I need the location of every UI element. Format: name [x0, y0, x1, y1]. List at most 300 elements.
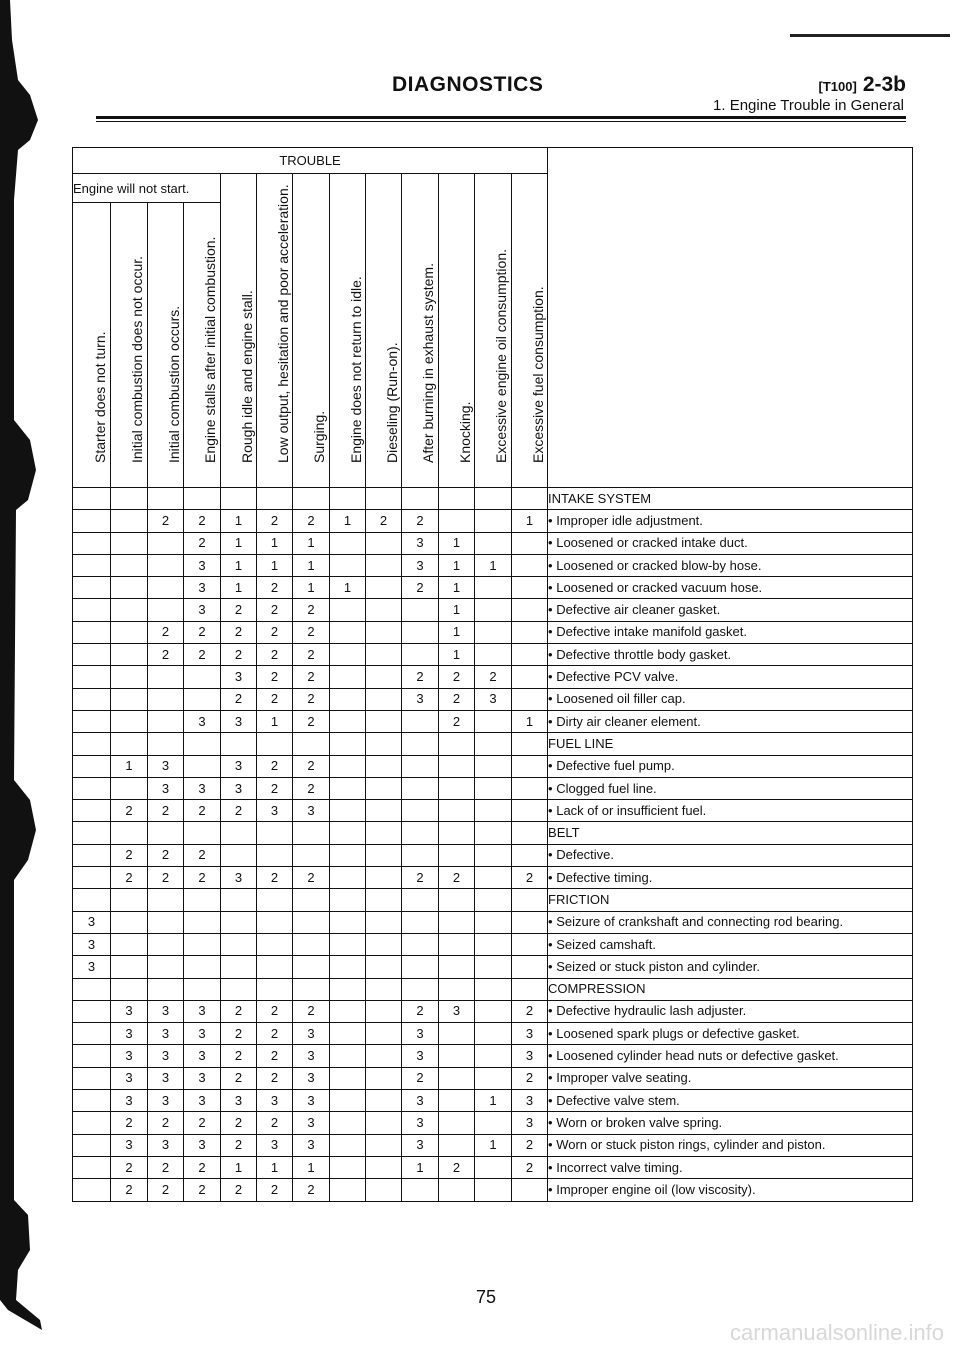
rating-cell: 3 [402, 688, 439, 710]
rating-cell: 3 [257, 800, 293, 822]
rating-cell [475, 621, 512, 643]
rating-cell [475, 488, 512, 510]
column-header [111, 203, 148, 488]
rating-cell [512, 956, 548, 978]
rating-cell: 2 [293, 755, 330, 777]
rating-cell: 3 [148, 1045, 184, 1067]
rating-cell [293, 978, 330, 1000]
rating-cell: 2 [293, 644, 330, 666]
rating-cell: 1 [293, 1156, 330, 1178]
rating-cell [293, 844, 330, 866]
column-label: Dieseling (Run-on). [383, 342, 400, 463]
rating-cell [366, 688, 402, 710]
rating-cell [293, 956, 330, 978]
rating-cell [184, 956, 221, 978]
column-label: After burning in exhaust system. [420, 263, 436, 463]
cause-label: • Defective valve stem. [548, 1090, 913, 1112]
rating-cell [148, 532, 184, 554]
rating-cell [475, 889, 512, 911]
table-row [73, 755, 913, 777]
cause-label: • Improper engine oil (low viscosity). [548, 1179, 913, 1201]
rating-cell: 3 [402, 1112, 439, 1134]
section-label: FRICTION [548, 889, 913, 911]
rating-cell [475, 933, 512, 955]
table-row [73, 956, 913, 978]
rating-cell [330, 710, 366, 732]
rating-cell [475, 867, 512, 889]
rating-cell: 2 [184, 867, 221, 889]
rating-cell: 2 [512, 1000, 548, 1022]
rating-cell [330, 1156, 366, 1178]
table-row [73, 532, 913, 554]
rating-cell [73, 1179, 111, 1201]
rating-cell [73, 889, 111, 911]
table-row [73, 599, 913, 621]
cause-label: • Improper valve seating. [548, 1067, 913, 1089]
rating-cell: 2 [257, 867, 293, 889]
rating-cell: 3 [402, 554, 439, 576]
rating-cell: 2 [257, 1000, 293, 1022]
rating-cell [439, 755, 475, 777]
rating-cell [512, 822, 548, 844]
page-number: 75 [476, 1287, 497, 1307]
rating-cell [475, 644, 512, 666]
rating-cell [73, 510, 111, 532]
rating-cell [475, 710, 512, 732]
rating-cell [475, 1112, 512, 1134]
table-row [73, 777, 913, 799]
rating-cell [512, 644, 548, 666]
rating-cell: 2 [148, 644, 184, 666]
section-row [73, 978, 913, 1000]
rating-cell [366, 1067, 402, 1089]
rating-cell: 2 [293, 510, 330, 532]
rating-cell [184, 688, 221, 710]
column-label: Initial combustion does not occur. [129, 255, 145, 463]
diagnostics-table [72, 147, 913, 1202]
rating-cell [111, 777, 148, 799]
rating-cell: 3 [111, 1134, 148, 1156]
rating-cell: 2 [402, 577, 439, 599]
rating-cell: 2 [293, 688, 330, 710]
rating-cell [475, 733, 512, 755]
rating-cell [439, 800, 475, 822]
table-row [73, 621, 913, 643]
cause-label: • Seizure of crankshaft and connecting rod bearing. [548, 911, 913, 933]
rating-cell: 3 [293, 1134, 330, 1156]
rating-cell [512, 666, 548, 688]
rating-cell [221, 822, 257, 844]
rating-cell: 1 [330, 510, 366, 532]
rating-cell [366, 1045, 402, 1067]
rating-cell: 2 [111, 1156, 148, 1178]
cause-label: • Loosened or cracked intake duct. [548, 532, 913, 554]
rating-cell: 3 [148, 1023, 184, 1045]
rating-cell [293, 933, 330, 955]
cause-label: • Defective timing. [548, 867, 913, 889]
rating-cell: 3 [475, 688, 512, 710]
rating-cell [439, 1023, 475, 1045]
rating-cell [439, 1067, 475, 1089]
rating-cell: 2 [257, 1067, 293, 1089]
rating-cell: 2 [221, 1134, 257, 1156]
rating-cell [366, 1156, 402, 1178]
rating-cell: 3 [111, 1000, 148, 1022]
table-row [73, 911, 913, 933]
rating-cell [366, 1179, 402, 1201]
rating-cell: 3 [111, 1045, 148, 1067]
rating-cell [293, 822, 330, 844]
rating-cell [366, 800, 402, 822]
table-row [73, 577, 913, 599]
table-row [73, 1045, 913, 1067]
rating-cell [330, 688, 366, 710]
rating-cell [366, 867, 402, 889]
table-row [73, 933, 913, 955]
column-header [148, 203, 184, 488]
cause-label: • Loosened or cracked blow-by hose. [548, 554, 913, 576]
rating-cell: 2 [148, 844, 184, 866]
rating-cell [148, 822, 184, 844]
rating-cell: 3 [221, 1090, 257, 1112]
rating-cell [330, 1134, 366, 1156]
cause-label: • Seized or stuck piston and cylinder. [548, 956, 913, 978]
rating-cell: 1 [257, 710, 293, 732]
rating-cell [475, 800, 512, 822]
rating-cell [402, 800, 439, 822]
rating-cell: 3 [293, 1023, 330, 1045]
table-row [73, 867, 913, 889]
column-label: Surging. [311, 410, 327, 463]
table-row [73, 1067, 913, 1089]
column-header [293, 174, 330, 488]
rating-cell: 2 [257, 599, 293, 621]
rating-cell [73, 1112, 111, 1134]
rating-cell: 3 [73, 911, 111, 933]
rating-cell [512, 889, 548, 911]
cause-label: • Defective fuel pump. [548, 755, 913, 777]
rating-cell [439, 1045, 475, 1067]
section-label: INTAKE SYSTEM [548, 488, 913, 510]
rating-cell [439, 889, 475, 911]
rating-cell: 2 [439, 1156, 475, 1178]
cause-label: • Loosened cylinder head nuts or defective gasket. [548, 1045, 913, 1067]
rating-cell: 3 [184, 1023, 221, 1045]
rating-cell [439, 488, 475, 510]
rating-cell [475, 1179, 512, 1201]
rating-cell [293, 889, 330, 911]
column-label: Starter does not turn. [91, 331, 108, 463]
rating-cell: 2 [439, 688, 475, 710]
rating-cell [439, 822, 475, 844]
rating-cell [148, 956, 184, 978]
rating-cell [512, 532, 548, 554]
rating-cell [330, 911, 366, 933]
rating-cell [330, 1112, 366, 1134]
rating-cell: 2 [221, 1023, 257, 1045]
rating-cell [111, 532, 148, 554]
rating-cell [366, 644, 402, 666]
rating-cell [512, 844, 548, 866]
rating-cell: 3 [148, 1000, 184, 1022]
cause-label: • Clogged fuel line. [548, 777, 913, 799]
rating-cell [73, 1000, 111, 1022]
rating-cell [330, 822, 366, 844]
rating-cell [402, 621, 439, 643]
rating-cell [366, 956, 402, 978]
rating-cell [366, 978, 402, 1000]
rating-cell [148, 577, 184, 599]
rating-cell: 3 [111, 1067, 148, 1089]
rating-cell: 2 [257, 644, 293, 666]
rating-cell: 1 [293, 554, 330, 576]
rating-cell [73, 800, 111, 822]
rating-cell: 2 [148, 1156, 184, 1178]
cause-label: • Loosened oil filler cap. [548, 688, 913, 710]
rating-cell [366, 554, 402, 576]
rating-cell: 2 [257, 755, 293, 777]
rating-cell [111, 956, 148, 978]
rating-cell [402, 956, 439, 978]
rating-cell: 3 [184, 1045, 221, 1067]
rating-cell [402, 933, 439, 955]
table-row [73, 510, 913, 532]
rating-cell: 3 [184, 710, 221, 732]
rating-cell [257, 733, 293, 755]
rating-cell: 1 [293, 577, 330, 599]
rating-cell [512, 488, 548, 510]
rating-cell: 1 [439, 621, 475, 643]
rating-cell [148, 666, 184, 688]
rating-cell [330, 1179, 366, 1201]
rating-cell: 2 [184, 1179, 221, 1201]
rating-cell [221, 733, 257, 755]
watermark: carmanualsonline.info [729, 1320, 944, 1345]
rating-cell: 2 [257, 777, 293, 799]
rating-cell [184, 755, 221, 777]
rating-cell [439, 1179, 475, 1201]
rating-cell [330, 867, 366, 889]
rating-cell [221, 889, 257, 911]
rating-cell [330, 1023, 366, 1045]
section-label: FUEL LINE [548, 733, 913, 755]
rating-cell [111, 488, 148, 510]
rating-cell [366, 1112, 402, 1134]
rating-cell: 1 [512, 710, 548, 732]
section-subtitle: 1. Engine Trouble in General [713, 97, 904, 114]
rating-cell [221, 911, 257, 933]
header-rule-thin [96, 121, 906, 122]
rating-cell [184, 822, 221, 844]
rating-cell: 3 [512, 1112, 548, 1134]
rating-cell [439, 844, 475, 866]
table-row [73, 1023, 913, 1045]
rating-cell [402, 978, 439, 1000]
rating-cell: 2 [148, 621, 184, 643]
rating-cell: 1 [439, 577, 475, 599]
rating-cell: 3 [402, 1134, 439, 1156]
rating-cell: 3 [221, 777, 257, 799]
rating-cell: 3 [148, 1067, 184, 1089]
rating-cell: 3 [293, 1045, 330, 1067]
rating-cell [257, 488, 293, 510]
rating-cell [330, 733, 366, 755]
rating-cell: 3 [402, 1045, 439, 1067]
rating-cell [366, 710, 402, 732]
rating-cell: 1 [475, 1134, 512, 1156]
rating-cell: 2 [221, 1067, 257, 1089]
column-header [257, 174, 293, 488]
rating-cell [402, 733, 439, 755]
column-header [475, 174, 512, 488]
rating-cell: 2 [148, 800, 184, 822]
rating-cell: 2 [512, 1067, 548, 1089]
rating-cell: 3 [402, 1023, 439, 1045]
table-row [73, 688, 913, 710]
cause-label: • Defective hydraulic lash adjuster. [548, 1000, 913, 1022]
rating-cell [475, 1023, 512, 1045]
table-row [73, 666, 913, 688]
rating-cell [330, 889, 366, 911]
rating-cell [366, 911, 402, 933]
rating-cell [366, 1000, 402, 1022]
rating-cell: 2 [257, 688, 293, 710]
rating-cell [148, 710, 184, 732]
rating-cell [148, 933, 184, 955]
section-row [73, 733, 913, 755]
rating-cell: 1 [439, 532, 475, 554]
rating-cell [366, 755, 402, 777]
rating-cell [330, 1090, 366, 1112]
rating-cell: 3 [221, 710, 257, 732]
rating-cell [330, 1045, 366, 1067]
rating-cell [73, 844, 111, 866]
rating-cell: 2 [257, 577, 293, 599]
rating-cell [184, 733, 221, 755]
rating-cell: 2 [512, 1134, 548, 1156]
top-rule [790, 34, 950, 37]
rating-cell: 3 [184, 554, 221, 576]
rating-cell [330, 644, 366, 666]
rating-cell [184, 889, 221, 911]
rating-cell [184, 488, 221, 510]
rating-cell: 2 [111, 800, 148, 822]
rating-cell [111, 911, 148, 933]
rating-cell: 3 [184, 1067, 221, 1089]
rating-cell: 2 [402, 666, 439, 688]
rating-cell [330, 844, 366, 866]
rating-cell: 2 [293, 867, 330, 889]
rating-cell: 2 [221, 800, 257, 822]
rating-cell [512, 554, 548, 576]
rating-cell: 3 [439, 1000, 475, 1022]
table-row [73, 1000, 913, 1022]
rating-cell [111, 978, 148, 1000]
rating-cell: 1 [111, 755, 148, 777]
rating-cell: 2 [184, 510, 221, 532]
rating-cell: 1 [439, 644, 475, 666]
table-row [73, 644, 913, 666]
rating-cell [366, 733, 402, 755]
rating-cell: 2 [111, 1112, 148, 1134]
table-row [73, 1156, 913, 1178]
engine-will-not-start-header: Engine will not start. [73, 174, 221, 203]
table-row [73, 800, 913, 822]
column-header [184, 203, 221, 488]
rating-cell: 3 [184, 1000, 221, 1022]
rating-cell [402, 822, 439, 844]
section-row [73, 889, 913, 911]
rating-cell [366, 599, 402, 621]
rating-cell [330, 554, 366, 576]
table-row [73, 844, 913, 866]
rating-cell [366, 933, 402, 955]
rating-cell [475, 844, 512, 866]
rating-cell [330, 1067, 366, 1089]
rating-cell [439, 933, 475, 955]
rating-cell: 2 [293, 777, 330, 799]
cause-label: • Defective intake manifold gasket. [548, 621, 913, 643]
rating-cell: 2 [221, 1112, 257, 1134]
rating-cell [73, 710, 111, 732]
rating-cell [73, 554, 111, 576]
rating-cell [330, 978, 366, 1000]
rating-cell: 3 [402, 1090, 439, 1112]
rating-cell: 2 [475, 666, 512, 688]
rating-cell [73, 1023, 111, 1045]
rating-cell: 2 [293, 1000, 330, 1022]
rating-cell: 1 [475, 1090, 512, 1112]
rating-cell [512, 911, 548, 933]
rating-cell [402, 1179, 439, 1201]
column-label: Excessive fuel consumption. [529, 286, 546, 463]
rating-cell: 2 [221, 644, 257, 666]
rating-cell [257, 822, 293, 844]
section-row [73, 822, 913, 844]
rating-cell [512, 755, 548, 777]
rating-cell [439, 1134, 475, 1156]
rating-cell [366, 621, 402, 643]
rating-cell: 1 [221, 532, 257, 554]
rating-cell: 2 [184, 532, 221, 554]
rating-cell: 3 [512, 1045, 548, 1067]
rating-cell [366, 1090, 402, 1112]
rating-cell [111, 889, 148, 911]
rating-cell: 1 [512, 510, 548, 532]
rating-cell [439, 1090, 475, 1112]
rating-cell: 2 [439, 666, 475, 688]
rating-cell: 2 [293, 621, 330, 643]
rating-cell: 1 [257, 554, 293, 576]
cause-label: • Improper idle adjustment. [548, 510, 913, 532]
rating-cell [111, 510, 148, 532]
trouble-header: TROUBLE [73, 148, 548, 174]
rating-cell [184, 666, 221, 688]
rating-cell: 3 [111, 1090, 148, 1112]
rating-cell [512, 933, 548, 955]
rating-cell: 3 [221, 867, 257, 889]
column-label: Engine does not return to idle. [347, 276, 364, 463]
table-row [73, 1090, 913, 1112]
rating-cell: 3 [73, 933, 111, 955]
rating-cell [111, 710, 148, 732]
section-code-number: 2-3b [862, 73, 906, 96]
rating-cell [512, 688, 548, 710]
rating-cell: 2 [512, 1156, 548, 1178]
rating-cell: 2 [366, 510, 402, 532]
rating-cell [402, 488, 439, 510]
rating-cell [366, 666, 402, 688]
